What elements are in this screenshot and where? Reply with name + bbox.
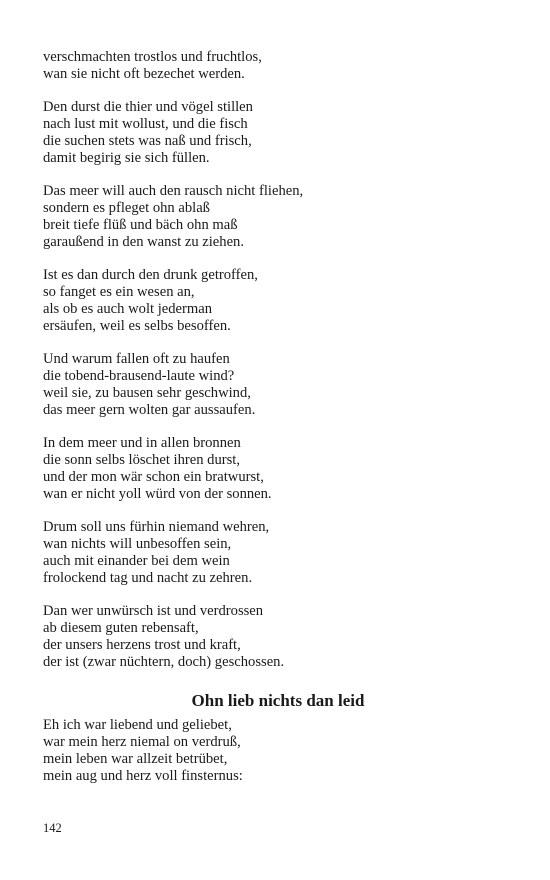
- verse-line: der unsers herzens trost und kraft,: [43, 637, 241, 653]
- verse-line: In dem meer und in allen bronnen: [43, 435, 241, 451]
- verse-line: garaußend in den wanst zu ziehen.: [43, 234, 244, 250]
- verse-line: breit tiefe flüß und bäch ohn maß: [43, 217, 238, 233]
- verse-line: die suchen stets was naß und frisch,: [43, 133, 252, 149]
- verse-line: Und warum fallen oft zu haufen: [43, 351, 230, 367]
- verse-line: die sonn selbs löschet ihren durst,: [43, 452, 240, 468]
- verse-line: ab diesem guten rebensaft,: [43, 620, 199, 636]
- stanza: [43, 267, 513, 335]
- verse-line: Ist es dan durch den drunk getroffen,: [43, 267, 258, 283]
- verse-line: weil sie, zu bausen sehr geschwind,: [43, 385, 251, 401]
- verse-line: als ob es auch wolt jederman: [43, 301, 212, 317]
- stanza: [43, 183, 513, 251]
- verse-line: wan sie nicht oft bezechet werden.: [43, 66, 245, 82]
- verse-line: nach lust mit wollust, und die fisch: [43, 116, 248, 132]
- verse-line: die tobend-brausend-laute wind?: [43, 368, 235, 384]
- stanza: [43, 99, 513, 167]
- stanza: [43, 351, 513, 419]
- verse-line: auch mit einander bei dem wein: [43, 553, 230, 569]
- verse-line: sondern es pfleget ohn ablaß: [43, 200, 210, 216]
- verse-line: Den durst die thier und vögel stillen: [43, 99, 253, 115]
- poem-opening-stanza: [43, 717, 513, 785]
- stanza: [43, 519, 513, 587]
- verse-line: damit begirig sie sich füllen.: [43, 150, 210, 166]
- verse-line: frolockend tag und nacht zu zehren.: [43, 570, 253, 586]
- verse-line: der ist (zwar nüchtern, doch) geschossen.: [43, 654, 285, 670]
- verse-line: ersäufen, weil es selbs besoffen.: [43, 318, 231, 334]
- verse-line: wan er nicht yoll würd von der sonnen.: [43, 486, 272, 502]
- verse-line: wan nichts will unbesoffen sein,: [43, 536, 232, 552]
- verse-line: mein leben war allzeit betrübet,: [43, 751, 228, 767]
- verse-line: war mein herz niemal on verdruß,: [43, 734, 241, 750]
- stanza: [43, 435, 513, 503]
- verse-line: Drum soll uns fürhin niemand wehren,: [43, 519, 270, 535]
- verse-line: das meer gern wolten gar aussaufen.: [43, 402, 256, 418]
- stanza: [43, 49, 513, 83]
- verse-line: und der mon wär schon ein bratwurst,: [43, 469, 264, 485]
- stanza: [43, 603, 513, 671]
- book-page: [43, 49, 513, 801]
- verse-line: Eh ich war liebend und geliebet,: [43, 717, 232, 733]
- verse-line: verschmachten trostlos und fruchtlos,: [43, 49, 262, 65]
- verse-line: mein aug und herz voll finsternus:: [43, 768, 243, 784]
- verse-line: Dan wer unwürsch ist und verdrossen: [43, 603, 264, 619]
- page-number: 142: [43, 821, 62, 835]
- verse-line: so fanget es ein wesen an,: [43, 284, 195, 300]
- verse-line: Das meer will auch den rausch nicht fliehen,: [43, 183, 304, 199]
- poem-continuation: [43, 49, 513, 671]
- poem-title: Ohn lieb nichts dan leid: [191, 691, 365, 710]
